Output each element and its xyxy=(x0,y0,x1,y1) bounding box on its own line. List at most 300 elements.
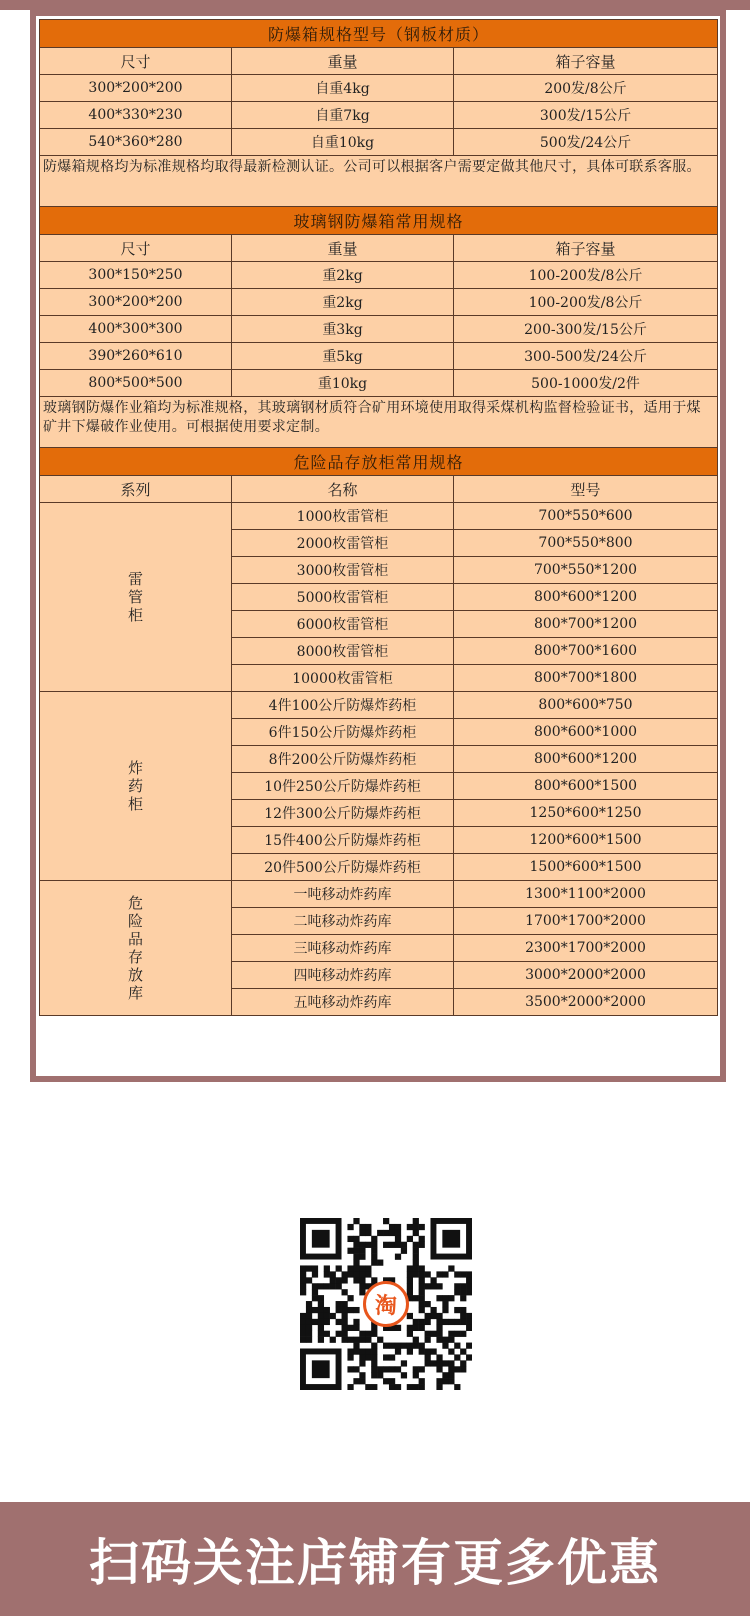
item-name: 8000枚雷管柜 xyxy=(232,638,454,665)
table-row xyxy=(40,102,718,129)
series-char: 柜 xyxy=(127,795,143,813)
qr-module xyxy=(436,1319,442,1325)
qr-module xyxy=(347,1271,353,1277)
qr-module xyxy=(413,1384,419,1390)
section2-header-row xyxy=(40,235,718,262)
table-cell: 300发/15公斤 xyxy=(454,102,718,129)
item-model: 3000*2000*2000 xyxy=(454,962,718,989)
column-header: 重量 xyxy=(232,48,454,75)
item-name: 3000枚雷管柜 xyxy=(232,557,454,584)
qr-module xyxy=(460,1360,466,1366)
item-model: 700*550*1200 xyxy=(454,557,718,584)
qr-module xyxy=(336,1319,342,1325)
series-char: 险 xyxy=(127,912,143,930)
qr-module xyxy=(448,1337,454,1343)
qr-module xyxy=(460,1319,466,1325)
item-model: 800*600*750 xyxy=(454,692,718,719)
qr-module xyxy=(300,1319,306,1325)
qr-module xyxy=(407,1289,413,1295)
qr-module xyxy=(383,1378,389,1384)
qr-module xyxy=(389,1354,395,1360)
item-name: 1000枚雷管柜 xyxy=(232,503,454,530)
column-header: 重量 xyxy=(232,235,454,262)
qr-module xyxy=(324,1307,330,1313)
qr-module xyxy=(342,1307,348,1313)
qr-module xyxy=(383,1230,389,1236)
qr-module xyxy=(347,1354,353,1360)
qr-module xyxy=(413,1248,419,1254)
qr-module xyxy=(401,1242,407,1248)
qr-module xyxy=(425,1301,431,1307)
table-cell: 自重7kg xyxy=(232,102,454,129)
item-name: 8件200公斤防爆炸药柜 xyxy=(232,746,454,773)
qr-module xyxy=(419,1271,425,1277)
item-model: 1250*600*1250 xyxy=(454,800,718,827)
qr-module xyxy=(419,1378,425,1384)
qr-module xyxy=(466,1343,472,1349)
table-cell: 300*200*200 xyxy=(40,289,232,316)
qr-module xyxy=(389,1230,395,1236)
qr-module xyxy=(407,1348,413,1354)
qr-module xyxy=(436,1378,442,1384)
qr-module xyxy=(460,1366,466,1372)
qr-module xyxy=(330,1283,336,1289)
qr-module xyxy=(425,1360,431,1366)
qr-module xyxy=(466,1354,472,1360)
qr-code[interactable] xyxy=(300,1218,472,1390)
qr-module xyxy=(389,1384,395,1390)
qr-module xyxy=(448,1331,454,1337)
qr-module xyxy=(306,1301,312,1307)
qr-module xyxy=(430,1307,436,1313)
qr-module xyxy=(419,1224,425,1230)
section-note: 玻璃钢防爆作业箱均为标准规格，其玻璃钢材质符合矿用环境使用取得采煤机构监督检验证书，适用于煤矿井下爆破作业使用。可根据使用要求定制。 xyxy=(40,397,718,448)
taobao-badge: 淘 xyxy=(363,1281,409,1327)
qr-module xyxy=(454,1343,460,1349)
qr-module xyxy=(365,1348,371,1354)
qr-module xyxy=(407,1313,413,1319)
qr-module xyxy=(407,1271,413,1277)
qr-module xyxy=(407,1283,413,1289)
qr-module xyxy=(300,1313,306,1319)
series-char: 雷 xyxy=(127,570,143,588)
item-name: 20件500公斤防爆炸药柜 xyxy=(232,854,454,881)
qr-module xyxy=(300,1271,306,1277)
qr-module xyxy=(407,1325,413,1331)
table-cell: 自重4kg xyxy=(232,75,454,102)
qr-module xyxy=(436,1271,442,1277)
qr-module xyxy=(413,1265,419,1271)
qr-module xyxy=(353,1343,359,1349)
item-model: 800*700*1600 xyxy=(454,638,718,665)
qr-module xyxy=(466,1325,472,1331)
qr-module xyxy=(336,1283,342,1289)
qr-module xyxy=(413,1230,419,1236)
qr-module xyxy=(436,1295,442,1301)
item-name: 15件400公斤防爆炸药柜 xyxy=(232,827,454,854)
qr-module xyxy=(395,1254,401,1260)
series-char: 放 xyxy=(127,966,143,984)
qr-module xyxy=(318,1301,324,1307)
qr-module xyxy=(347,1348,353,1354)
section-title: 危险品存放柜常用规格 xyxy=(40,448,718,476)
qr-module xyxy=(306,1277,312,1283)
qr-module xyxy=(300,1325,306,1331)
qr-module xyxy=(454,1271,460,1277)
section-note: 防爆箱规格均为标准规格均取得最新检测认证。公司可以根据客户需要定做其他尺寸，具体可联系客服。 xyxy=(40,156,718,207)
qr-module xyxy=(371,1242,377,1248)
item-name: 4件100公斤防爆炸药柜 xyxy=(232,692,454,719)
qr-module xyxy=(413,1218,419,1224)
qr-module xyxy=(466,1313,472,1319)
qr-module xyxy=(353,1218,359,1224)
table-cell: 100-200发/8公斤 xyxy=(454,262,718,289)
qr-module xyxy=(359,1271,365,1277)
qr-module xyxy=(413,1254,419,1260)
qr-module xyxy=(353,1319,359,1325)
qr-module xyxy=(395,1348,401,1354)
qr-module xyxy=(359,1354,365,1360)
qr-module xyxy=(413,1372,419,1378)
section-title: 防爆箱规格型号（钢板材质） xyxy=(40,20,718,48)
table-row xyxy=(40,692,718,719)
qr-module xyxy=(389,1343,395,1349)
item-model: 800*600*1500 xyxy=(454,773,718,800)
qr-module xyxy=(442,1307,448,1313)
qr-module xyxy=(336,1301,342,1307)
qr-module xyxy=(395,1325,401,1331)
series-cell xyxy=(40,692,232,881)
qr-module xyxy=(371,1325,377,1331)
table-row xyxy=(40,129,718,156)
item-model: 1500*600*1500 xyxy=(454,854,718,881)
qr-module xyxy=(324,1265,330,1271)
qr-module xyxy=(460,1307,466,1313)
spec-table xyxy=(39,19,718,1016)
qr-module xyxy=(466,1289,472,1295)
qr-module xyxy=(371,1384,377,1390)
qr-module xyxy=(371,1248,377,1254)
qr-module xyxy=(353,1260,359,1266)
qr-module xyxy=(454,1283,460,1289)
qr-module xyxy=(448,1319,454,1325)
qr-module xyxy=(371,1236,377,1242)
series-cell xyxy=(40,503,232,692)
section3-title-row xyxy=(40,448,718,476)
qr-module xyxy=(419,1348,425,1354)
qr-module xyxy=(442,1295,448,1301)
qr-module xyxy=(395,1343,401,1349)
qr-module xyxy=(460,1271,466,1277)
qr-module xyxy=(383,1366,389,1372)
table-cell: 200-300发/15公斤 xyxy=(454,316,718,343)
qr-module xyxy=(425,1354,431,1360)
qr-module xyxy=(383,1354,389,1360)
table-row xyxy=(40,75,718,102)
qr-module xyxy=(436,1283,442,1289)
qr-module xyxy=(419,1289,425,1295)
series-char: 库 xyxy=(127,984,143,1002)
column-header: 系列 xyxy=(40,476,232,503)
qr-module xyxy=(436,1360,442,1366)
spec-frame-inner xyxy=(36,16,720,1076)
item-name: 一吨移动炸药库 xyxy=(232,881,454,908)
qr-module xyxy=(395,1230,401,1236)
qr-module xyxy=(371,1343,377,1349)
qr-module xyxy=(342,1319,348,1325)
table-row xyxy=(40,881,718,908)
column-header: 型号 xyxy=(454,476,718,503)
section2-title-row xyxy=(40,207,718,235)
footer-text: 扫码关注店铺有更多优惠 xyxy=(89,1534,661,1592)
qr-module xyxy=(442,1319,448,1325)
qr-finder-center xyxy=(442,1230,460,1248)
qr-module xyxy=(359,1277,365,1283)
qr-module xyxy=(413,1224,419,1230)
qr-module xyxy=(359,1248,365,1254)
qr-module xyxy=(460,1283,466,1289)
qr-module xyxy=(318,1313,324,1319)
qr-module xyxy=(342,1271,348,1277)
qr-module xyxy=(419,1343,425,1349)
table-row xyxy=(40,289,718,316)
qr-module xyxy=(324,1319,330,1325)
qr-module xyxy=(353,1254,359,1260)
qr-module xyxy=(448,1348,454,1354)
qr-module xyxy=(318,1307,324,1313)
item-model: 1700*1700*2000 xyxy=(454,908,718,935)
qr-module xyxy=(371,1354,377,1360)
qr-module xyxy=(436,1331,442,1337)
qr-module xyxy=(330,1277,336,1283)
qr-module xyxy=(442,1360,448,1366)
series-char: 药 xyxy=(127,777,143,795)
qr-module xyxy=(371,1331,377,1337)
section2-note-row xyxy=(40,397,718,448)
table-cell: 200发/8公斤 xyxy=(454,75,718,102)
qr-module xyxy=(425,1337,431,1343)
item-name: 6000枚雷管柜 xyxy=(232,611,454,638)
qr-module xyxy=(413,1343,419,1349)
qr-module xyxy=(330,1313,336,1319)
item-model: 800*600*1200 xyxy=(454,746,718,773)
qr-module xyxy=(413,1242,419,1248)
qr-module xyxy=(419,1366,425,1372)
qr-module xyxy=(353,1337,359,1343)
item-model: 1200*600*1500 xyxy=(454,827,718,854)
qr-finder-center xyxy=(312,1230,330,1248)
qr-module xyxy=(454,1384,460,1390)
qr-module xyxy=(371,1348,377,1354)
qr-module xyxy=(395,1384,401,1390)
qr-module xyxy=(419,1307,425,1313)
qr-module xyxy=(347,1265,353,1271)
item-model: 3500*2000*2000 xyxy=(454,989,718,1016)
table-row xyxy=(40,503,718,530)
column-header: 尺寸 xyxy=(40,48,232,75)
qr-module xyxy=(419,1295,425,1301)
qr-module xyxy=(353,1307,359,1313)
qr-module xyxy=(359,1242,365,1248)
qr-module xyxy=(454,1331,460,1337)
qr-module xyxy=(436,1384,442,1390)
qr-module xyxy=(365,1331,371,1337)
qr-module xyxy=(342,1313,348,1319)
spec-frame xyxy=(30,10,726,1082)
qr-module xyxy=(306,1331,312,1337)
item-model: 700*550*600 xyxy=(454,503,718,530)
item-model: 800*600*1000 xyxy=(454,719,718,746)
qr-module xyxy=(395,1242,401,1248)
qr-module xyxy=(407,1265,413,1271)
qr-module xyxy=(436,1354,442,1360)
qr-module xyxy=(347,1248,353,1254)
qr-module xyxy=(425,1319,431,1325)
qr-module xyxy=(454,1366,460,1372)
qr-module xyxy=(365,1384,371,1390)
qr-module xyxy=(347,1307,353,1313)
qr-module xyxy=(377,1230,383,1236)
qr-module xyxy=(448,1378,454,1384)
qr-module xyxy=(312,1271,318,1277)
section1-header-row xyxy=(40,48,718,75)
qr-module xyxy=(454,1289,460,1295)
qr-module xyxy=(430,1360,436,1366)
qr-module xyxy=(419,1384,425,1390)
series-char: 柜 xyxy=(127,606,143,624)
qr-module xyxy=(306,1265,312,1271)
table-cell: 自重10kg xyxy=(232,129,454,156)
qr-module xyxy=(353,1378,359,1384)
qr-module xyxy=(395,1366,401,1372)
table-cell: 重5kg xyxy=(232,343,454,370)
table-cell: 300*200*200 xyxy=(40,75,232,102)
qr-module xyxy=(330,1271,336,1277)
qr-module xyxy=(359,1254,365,1260)
section-title: 玻璃钢防爆箱常用规格 xyxy=(40,207,718,235)
qr-module xyxy=(460,1289,466,1295)
qr-module xyxy=(383,1218,389,1224)
qr-module xyxy=(448,1372,454,1378)
qr-module xyxy=(336,1265,342,1271)
qr-module xyxy=(318,1283,324,1289)
qr-module xyxy=(359,1224,365,1230)
table-cell: 500-1000发/2件 xyxy=(454,370,718,397)
qr-module xyxy=(425,1283,431,1289)
table-cell: 重10kg xyxy=(232,370,454,397)
qr-module xyxy=(365,1354,371,1360)
qr-module xyxy=(407,1277,413,1283)
qr-module xyxy=(377,1372,383,1378)
qr-module xyxy=(425,1331,431,1337)
table-row xyxy=(40,370,718,397)
qr-module xyxy=(413,1295,419,1301)
qr-module xyxy=(454,1319,460,1325)
qr-module xyxy=(347,1366,353,1372)
qr-module xyxy=(425,1348,431,1354)
qr-module xyxy=(401,1360,407,1366)
qr-module xyxy=(300,1277,306,1283)
qr-module xyxy=(353,1366,359,1372)
qr-module xyxy=(413,1260,419,1266)
qr-module xyxy=(395,1224,401,1230)
qr-module xyxy=(318,1319,324,1325)
qr-module xyxy=(300,1283,306,1289)
qr-module xyxy=(448,1295,454,1301)
column-header: 箱子容量 xyxy=(454,235,718,262)
qr-module xyxy=(353,1277,359,1283)
qr-module xyxy=(347,1325,353,1331)
qr-module xyxy=(413,1337,419,1343)
qr-module xyxy=(359,1348,365,1354)
qr-module xyxy=(324,1313,330,1319)
table-cell: 300-500发/24公斤 xyxy=(454,343,718,370)
table-cell: 500发/24公斤 xyxy=(454,129,718,156)
qr-module xyxy=(359,1331,365,1337)
qr-module xyxy=(454,1354,460,1360)
qr-module xyxy=(300,1289,306,1295)
qr-module xyxy=(347,1384,353,1390)
qr-module xyxy=(336,1331,342,1337)
table-cell: 800*500*500 xyxy=(40,370,232,397)
qr-module xyxy=(318,1337,324,1343)
qr-module xyxy=(359,1360,365,1366)
qr-module xyxy=(324,1271,330,1277)
qr-module xyxy=(342,1337,348,1343)
qr-module xyxy=(436,1313,442,1319)
qr-module xyxy=(365,1242,371,1248)
qr-module xyxy=(430,1348,436,1354)
qr-module xyxy=(336,1307,342,1313)
qr-module xyxy=(353,1348,359,1354)
footer-banner xyxy=(0,1502,750,1616)
qr-module xyxy=(436,1337,442,1343)
item-model: 800*600*1200 xyxy=(454,584,718,611)
qr-module xyxy=(342,1301,348,1307)
qr-module xyxy=(371,1372,377,1378)
qr-module xyxy=(353,1271,359,1277)
qr-module xyxy=(312,1283,318,1289)
qr-module xyxy=(353,1236,359,1242)
table-row xyxy=(40,262,718,289)
qr-finder-center xyxy=(312,1360,330,1378)
qr-module xyxy=(436,1366,442,1372)
qr-module xyxy=(377,1260,383,1266)
qr-module xyxy=(359,1337,365,1343)
column-header: 箱子容量 xyxy=(454,48,718,75)
qr-module xyxy=(342,1331,348,1337)
qr-module xyxy=(359,1265,365,1271)
qr-module xyxy=(359,1283,365,1289)
qr-module xyxy=(401,1248,407,1254)
qr-module xyxy=(466,1277,472,1283)
qr-module xyxy=(419,1283,425,1289)
qr-module xyxy=(383,1343,389,1349)
item-name: 12件300公斤防爆炸药柜 xyxy=(232,800,454,827)
qr-module xyxy=(413,1366,419,1372)
table-cell: 390*260*610 xyxy=(40,343,232,370)
qr-module xyxy=(430,1313,436,1319)
qr-module xyxy=(419,1236,425,1242)
qr-module xyxy=(419,1242,425,1248)
qr-module xyxy=(365,1271,371,1277)
qr-module xyxy=(318,1325,324,1331)
qr-module xyxy=(466,1271,472,1277)
qr-module xyxy=(347,1224,353,1230)
qr-module xyxy=(306,1319,312,1325)
qr-module xyxy=(306,1313,312,1319)
qr-module xyxy=(300,1265,306,1271)
